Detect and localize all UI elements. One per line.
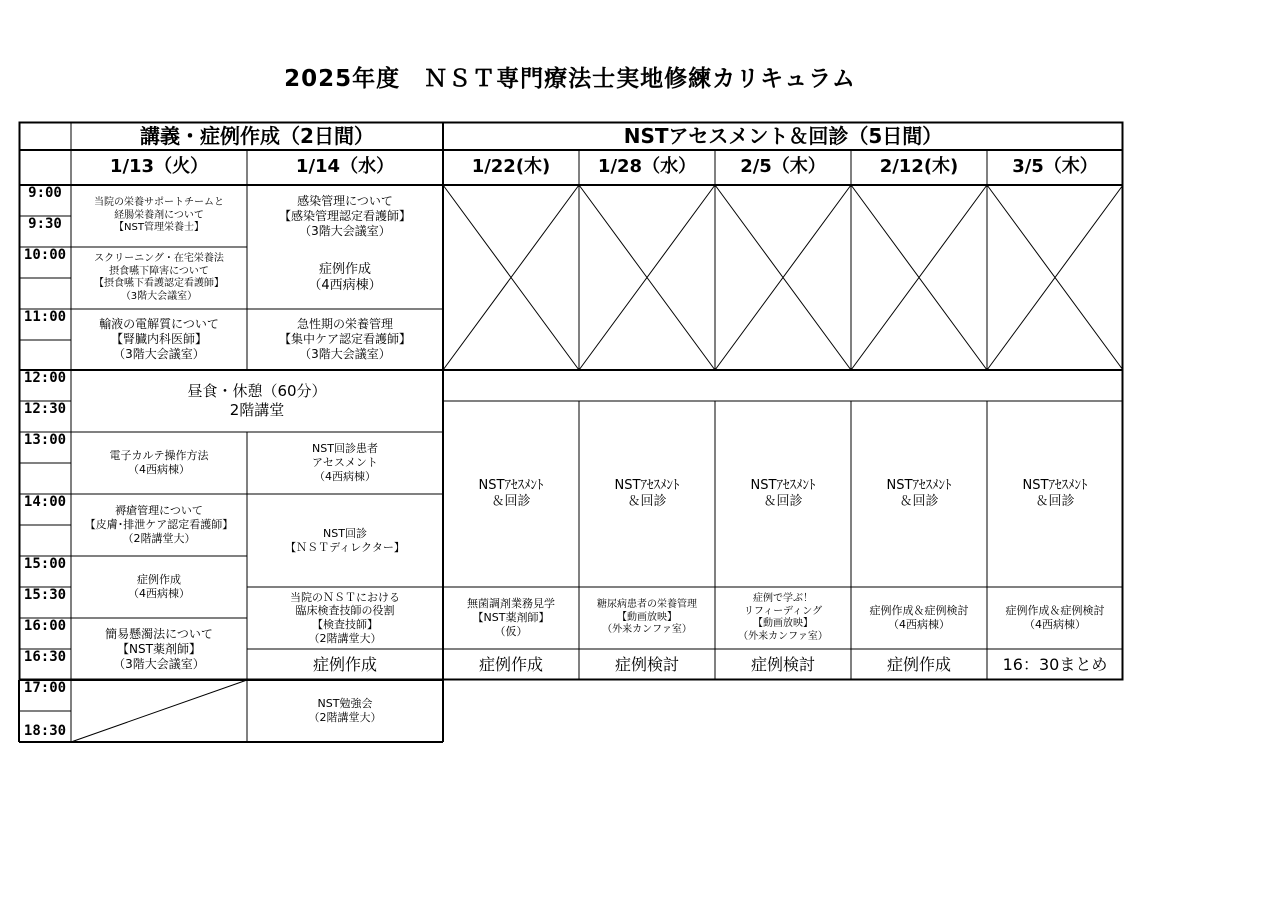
session-acute: 急性期の栄養管理 【集中ケア認定看護師】 （3階大会議室） — [278, 317, 411, 361]
assessment-rounds: NSTｱｾｽﾒﾝﾄ ＆回診 — [886, 477, 952, 509]
page-title: 2025年度 ＮＳＴ専門療法士実地修練カリキュラム — [284, 66, 856, 92]
session-case-review: 症例作成＆症例検討 （4西病棟） — [869, 604, 969, 631]
date-header: 1/14（水） — [295, 156, 395, 178]
session-nst-patient: NST回診患者 アセスメント （4西病棟） — [312, 442, 378, 483]
section-assessment: NSTアセスメント＆回診（5日間） — [623, 123, 943, 148]
time-label: 9:00 — [28, 185, 62, 202]
session-suspension: 簡易懸濁法について 【NST薬剤師】 （3階大会議室） — [105, 626, 213, 671]
session-pressure-ulcer: 褥瘡管理について 【皮膚･排泄ケア認定看護師】 （2階講堂大） — [84, 504, 234, 545]
assessment-rounds: NSTｱｾｽﾒﾝﾄ ＆回診 — [614, 477, 680, 509]
session-case-work: 症例作成 （4西病棟） — [128, 573, 190, 600]
date-header: 1/22(木) — [471, 156, 551, 178]
session-study: NST勉強会 （2階講堂大） — [308, 697, 382, 724]
time-label: 11:00 — [23, 309, 67, 326]
time-label: 18:30 — [23, 723, 67, 740]
session-lab: 当院のＮＳＴにおける 臨床検査技師の役割 【検査技師】 （2階講堂大） — [290, 590, 400, 645]
time-label: 12:30 — [23, 401, 67, 418]
time-label: 16:00 — [23, 618, 67, 635]
time-label: 14:00 — [23, 494, 67, 511]
date-header: 1/28（水） — [597, 156, 697, 178]
session-case-work: 症例作成 （4西病棟） — [308, 261, 382, 293]
time-label: 13:00 — [23, 432, 67, 449]
session-diabetes: 糖尿病患者の栄養管理 【動画放映】 （外来カンファ室） — [597, 599, 697, 636]
final-session: 16：30まとめ — [1002, 654, 1108, 674]
time-label: 12:00 — [23, 370, 67, 387]
date-header: 2/12(木) — [879, 156, 959, 178]
time-label: 16:30 — [23, 649, 67, 666]
time-label: 9:30 — [28, 216, 62, 233]
assessment-rounds: NSTｱｾｽﾒﾝﾄ ＆回診 — [1022, 477, 1088, 509]
time-label: 15:30 — [23, 587, 67, 604]
date-header: 1/13（火） — [109, 156, 209, 178]
final-session: 症例検討 — [614, 654, 679, 674]
session-ekarte: 電子カルテ操作方法 （4西病棟） — [109, 449, 209, 476]
assessment-rounds: NSTｱｾｽﾒﾝﾄ ＆回診 — [478, 477, 544, 509]
section-lecture: 講義・症例作成（2日間） — [140, 123, 374, 148]
date-header: 2/5（木） — [740, 156, 826, 178]
assessment-rounds: NSTｱｾｽﾒﾝﾄ ＆回診 — [750, 477, 816, 509]
time-label: 10:00 — [23, 247, 67, 264]
final-session: 症例作成 — [478, 654, 543, 674]
session-screening: スクリーニング・在宅栄養法 摂食嚥下障害について 【摂食嚥下看護認定看護師】 （3階大会議室） — [94, 253, 224, 302]
final-session: 症例作成 — [886, 654, 951, 674]
lunch-break: 昼食・休憩（60分） 2階講堂 — [187, 382, 327, 419]
session-infection: 感染管理について 【感染管理認定看護師】 （3階大会議室） — [278, 193, 411, 238]
final-session: 症例検討 — [750, 654, 815, 674]
session-case-review: 症例作成＆症例検討 （4西病棟） — [1005, 604, 1105, 631]
session-sterile-dispensing: 無菌調剤業務見学 【NST薬剤師】 （仮） — [467, 597, 555, 638]
session-electrolytes: 輸液の電解質について 【腎臓内科医師】 （3階大会議室） — [99, 317, 219, 361]
session-refeeding: 症例で学ぶ！ リフィーディング 【動画放映】 （外来カンファ室） — [738, 593, 828, 642]
time-label: 17:00 — [23, 680, 67, 697]
date-header: 3/5（木） — [1012, 156, 1098, 178]
time-label: 15:00 — [23, 556, 67, 573]
session-nst-rounds: NST回診 【ＮＳＴディレクター】 — [285, 526, 405, 554]
session-case-final: 症例作成 — [312, 654, 377, 674]
session-nutrition-team: 当院の栄養サポートチームと 経腸栄養剤について 【NST管理栄養士】 — [94, 197, 224, 234]
